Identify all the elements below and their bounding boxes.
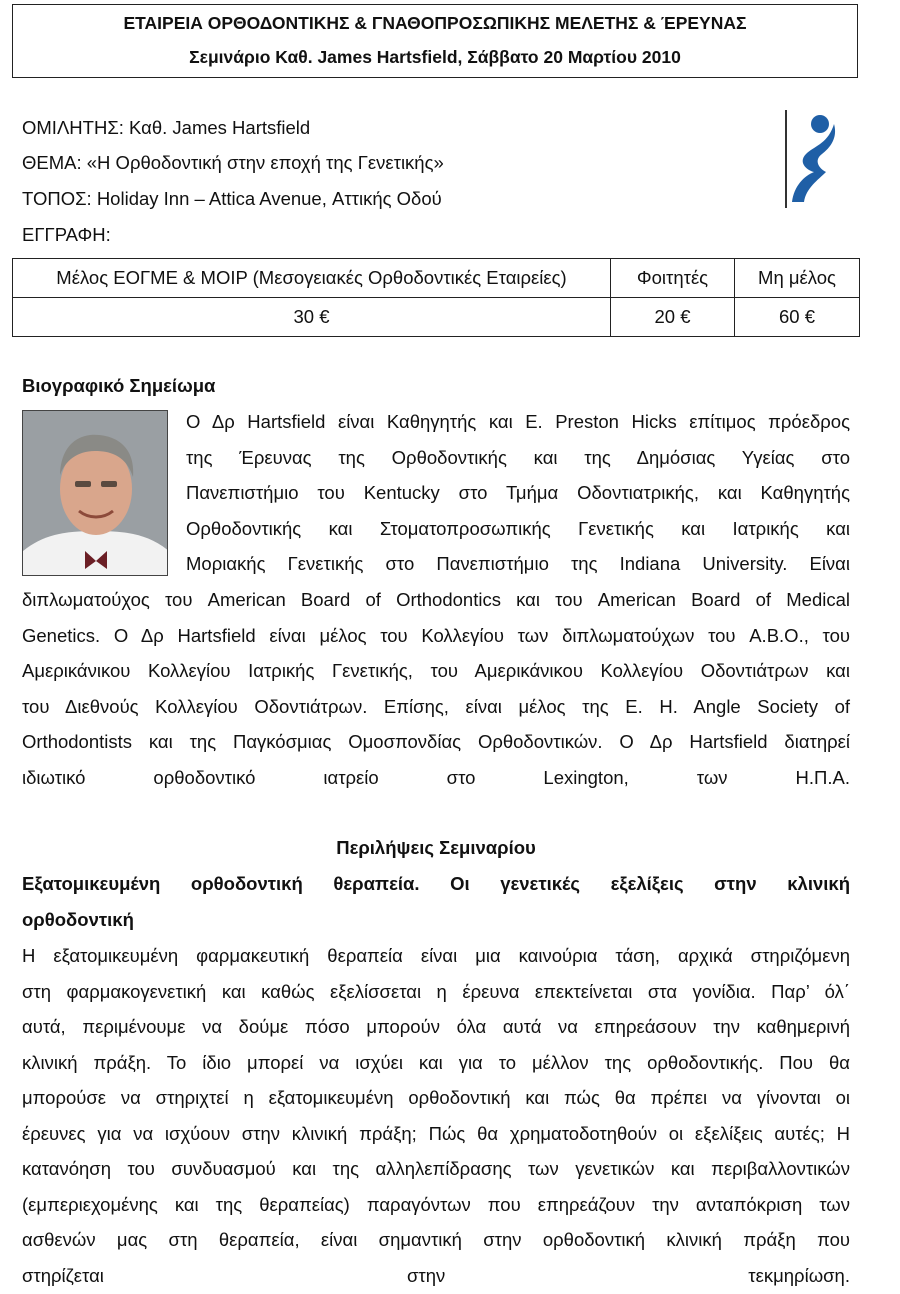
text-line: στη φαρμακογενετική και καθώς εξελίσσεται η έρευνα επεκτείνεται στα γονίδια. Παρ’ όλ΄	[22, 980, 850, 1002]
text-line: της Έρευνας της Ορθοδοντικής και της Δημόσιας Υγείας στο	[186, 446, 850, 468]
text-line: Orthodontists και της Παγκόσμιας Ομοσπονδίας Ορθοδοντικών. Ο Δρ Hartsfield διατηρεί	[22, 731, 850, 752]
text-line: Μοριακής Γενετικής στο Πανεπιστήμιο της Indiana University. Είναι	[186, 553, 850, 574]
text-line: Εξατομικευμένη ορθοδοντική θεραπεία. Οι γενετικές εξελίξεις στην κλινική	[22, 873, 850, 894]
bio-heading: Βιογραφικό Σημείωμα	[22, 375, 216, 396]
bio-text-top	[186, 404, 850, 582]
text-line: του Διεθνούς Κολλεγίου Οδοντιάτρων. Επίσης, είναι μέλος της E. H. Angle Society of	[22, 695, 850, 717]
speaker-photo	[22, 410, 168, 576]
text-line: στηρίζεται στην τεκμηρίωση.	[22, 1264, 850, 1286]
fee-header-nonmembers: Μη μέλος	[735, 259, 860, 298]
text-line: Πανεπιστήμιο του Kentucky στο Τμήμα Οδοντιατρικής, και Καθηγητής	[186, 482, 850, 503]
text-line: ορθοδοντική	[22, 908, 134, 930]
summaries-heading: Περιλήψεις Σεμιναρίου	[336, 837, 536, 858]
text-line: Ορθοδοντικής και Στοματοπροσωπικής Γενετικής και Ιατρικής και	[186, 517, 850, 539]
seminar-title: Σεμινάριο Καθ. James Hartsfield, Σάββατο 20 Μαρτίου 2010	[189, 47, 681, 67]
registration-label: ΕΓΓΡΑΦΗ:	[22, 224, 111, 245]
text-line: αυτά, περιμένουμε να δούμε πόσο μπορούν όλα αυτά να επηρεάσουν την καθημερινή	[22, 1016, 850, 1037]
text-line: Αμερικάνικου Κολλεγίου Ιατρικής Γενετικής, του Αμερικάνικου Κολλεγίου Οδοντιάτρων και	[22, 660, 850, 681]
fee-value-members: 30 €	[13, 298, 611, 337]
text-line: κλινική πράξη. Το ίδιο μπορεί να ισχύει και για το μέλλον της ορθοδοντικής. Που θα	[22, 1051, 850, 1073]
header-box	[12, 4, 858, 78]
text-line: έρευνες για να ισχύουν στην κλινική πράξη; Πώς θα χρηματοδοτηθούν οι εξελίξεις αυτές; Η	[22, 1122, 850, 1144]
venue-line: ΤΟΠΟΣ: Holiday Inn – Attica Avenue, Αττικής Οδού	[22, 188, 442, 209]
table-row	[13, 259, 860, 298]
fee-header-students: Φοιτητές	[611, 259, 735, 298]
fee-value-nonmembers: 60 €	[735, 298, 860, 337]
text-line: μπορούσε να στηριχτεί η εξατομικευμένη ορθοδοντική και πώς θα πρέπει να γίνονται οι	[22, 1087, 850, 1108]
text-line: Ο Δρ Hartsfield είναι Καθηγητής και E. Preston Hicks επίτιμος πρόεδρος	[186, 411, 850, 432]
society-logo-icon	[784, 110, 846, 210]
fees-table	[12, 258, 860, 337]
summary-text	[22, 938, 850, 1293]
fee-header-members: Μέλος ΕΟΓΜΕ & ΜΟΙΡ (Μεσογειακές Ορθοδοντικές Εταιρείες)	[13, 259, 611, 298]
text-line: ιδιωτικό ορθοδοντικό ιατρείο στο Lexington, των Η.Π.Α.	[22, 766, 850, 788]
text-line: Η εξατομικευμένη φαρμακευτική θεραπεία είναι μια καινούρια τάση, αρχικά στηριζόμενη	[22, 945, 850, 966]
text-line: ασθενών μας στη θεραπεία, είναι σημαντική στην ορθοδοντική κλινική πράξη που	[22, 1229, 850, 1250]
fee-value-students: 20 €	[611, 298, 735, 337]
text-line: Genetics. Ο Δρ Hartsfield είναι μέλος του Κολλεγίου των διπλωματούχων του A.B.O., του	[22, 624, 850, 646]
bio-text-bottom	[22, 582, 850, 795]
text-line: διπλωματούχος του American Board of Orthodontics και του American Board of Medical	[22, 589, 850, 610]
text-line: κατανόηση του συνδυασμού και της αλληλεπίδρασης των γενετικών και περιβαλλοντικών	[22, 1158, 850, 1179]
text-line: (εμπεριεχομένης και της θεραπείας) παραγόντων που επηρεάζουν την ανταπόκριση των	[22, 1193, 850, 1215]
speaker-line: ΟΜΙΛΗΤΗΣ: Καθ. James Hartsfield	[22, 117, 311, 138]
society-title: ΕΤΑΙΡΕΙΑ ΟΡΘΟΔΟΝΤΙΚΗΣ & ΓΝΑΘΟΠΡΟΣΩΠΙΚΗΣ ΜΕΛΕΤΗΣ & ΈΡΕΥΝΑΣ	[123, 13, 747, 33]
summary-subtitle	[22, 866, 850, 937]
table-row	[13, 298, 860, 337]
topic-line: ΘΕΜΑ: «Η Ορθοδοντική στην εποχή της Γενετικής»	[22, 152, 444, 173]
